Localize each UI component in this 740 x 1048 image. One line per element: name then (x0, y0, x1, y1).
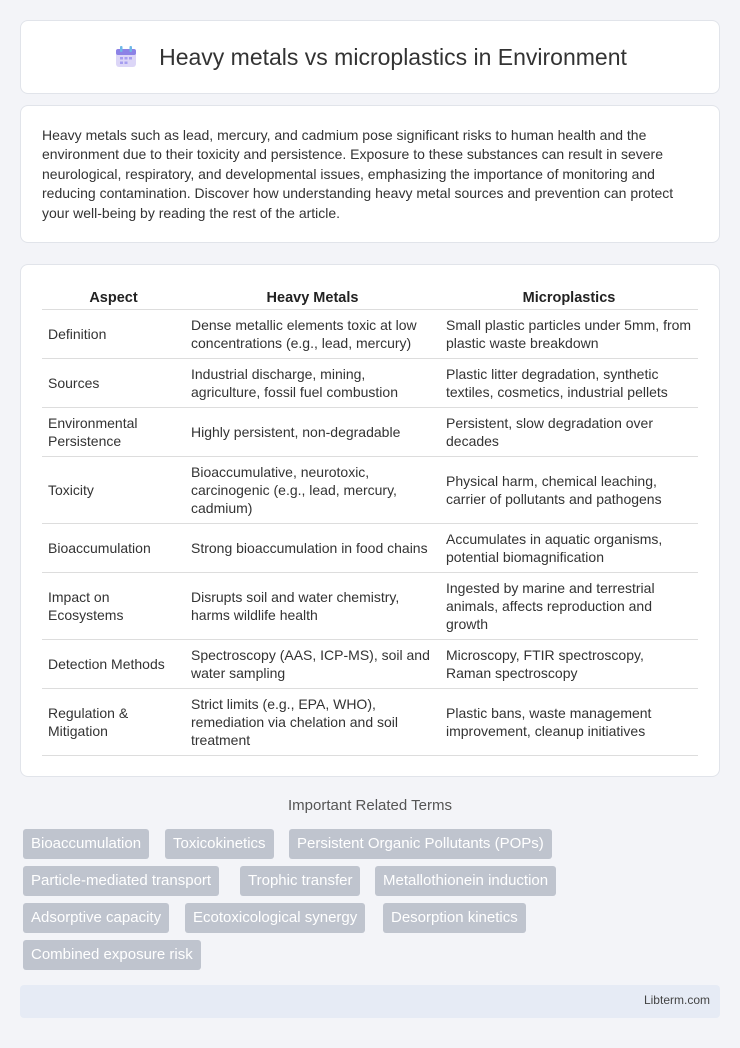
cell-microplastics: Physical harm, chemical leaching, carrier of pollutants and pathogens (440, 456, 698, 523)
related-term-tag[interactable]: Combined exposure risk (23, 940, 201, 970)
related-term-tag[interactable]: Adsorptive capacity (23, 903, 169, 933)
related-term-tag[interactable]: Toxicokinetics (165, 829, 274, 859)
related-term-tag[interactable]: Ecotoxicological synergy (185, 903, 365, 933)
table-header-row (42, 285, 698, 309)
table-row (42, 407, 698, 456)
related-term-tag[interactable]: Desorption kinetics (383, 903, 526, 933)
table-row (42, 456, 698, 523)
related-term-tag[interactable]: Bioaccumulation (23, 829, 149, 859)
title-wrap (113, 44, 627, 71)
cell-heavy-metals: Spectroscopy (AAS, ICP-MS), soil and water sampling (185, 639, 440, 688)
table-row (42, 523, 698, 572)
cell-microplastics: Persistent, slow degradation over decades (440, 407, 698, 456)
comparison-table-card (20, 264, 720, 777)
cell-aspect: Definition (42, 309, 185, 358)
cell-heavy-metals: Dense metallic elements toxic at low concentrations (e.g., lead, mercury) (185, 309, 440, 358)
comparison-table (42, 285, 698, 756)
table-row (42, 688, 698, 755)
cell-heavy-metals: Strict limits (e.g., EPA, WHO), remediation via chelation and soil treatment (185, 688, 440, 755)
related-term-tag[interactable]: Persistent Organic Pollutants (POPs) (289, 829, 552, 859)
cell-microplastics: Microscopy, FTIR spectroscopy, Raman spectroscopy (440, 639, 698, 688)
header-card (20, 20, 720, 94)
cell-aspect: Bioaccumulation (42, 523, 185, 572)
cell-microplastics: Ingested by marine and terrestrial animals, affects reproduction and growth (440, 572, 698, 639)
cell-aspect: Sources (42, 358, 185, 407)
calendar-icon (113, 44, 139, 70)
footer (20, 985, 720, 1018)
column-header-heavy-metals: Heavy Metals (185, 285, 440, 309)
intro-paragraph: Heavy metals such as lead, mercury, and cadmium pose significant risks to human health and the environment due to their toxicity and persistence. Exposure to these substances can result in severe neurological, respiratory, and developmental issues, emphasizing the importance of monitoring and reducing contamination. Discover how understanding heavy metal sources and prevention can protect your well-being by reading the rest of the article. (42, 127, 674, 221)
cell-microplastics: Small plastic particles under 5mm, from plastic waste breakdown (440, 309, 698, 358)
cell-aspect: Regulation & Mitigation (42, 688, 185, 755)
cell-aspect: Detection Methods (42, 639, 185, 688)
cell-aspect: Environmental Persistence (42, 407, 185, 456)
cell-aspect: Toxicity (42, 456, 185, 523)
table-row (42, 309, 698, 358)
cell-heavy-metals: Bioaccumulative, neurotoxic, carcinogenic (e.g., lead, mercury, cadmium) (185, 456, 440, 523)
table-row (42, 572, 698, 639)
cell-microplastics: Plastic bans, waste management improvement, cleanup initiatives (440, 688, 698, 755)
cell-microplastics: Accumulates in aquatic organisms, potential biomagnification (440, 523, 698, 572)
related-terms-title: Important Related Terms (288, 797, 452, 814)
column-header-microplastics: Microplastics (440, 285, 698, 309)
cell-heavy-metals: Highly persistent, non-degradable (185, 407, 440, 456)
cell-microplastics: Plastic litter degradation, synthetic textiles, cosmetics, industrial pellets (440, 358, 698, 407)
table-row (42, 358, 698, 407)
cell-heavy-metals: Industrial discharge, mining, agriculture, fossil fuel combustion (185, 358, 440, 407)
related-term-tag[interactable]: Trophic transfer (240, 866, 360, 896)
page-title: Heavy metals vs microplastics in Environment (159, 43, 627, 70)
cell-heavy-metals: Disrupts soil and water chemistry, harms wildlife health (185, 572, 440, 639)
cell-heavy-metals: Strong bioaccumulation in food chains (185, 523, 440, 572)
table-row (42, 639, 698, 688)
related-term-tag[interactable]: Particle-mediated transport (23, 866, 219, 896)
related-term-tag[interactable]: Metallothionein induction (375, 866, 556, 896)
footer-site-link[interactable]: Libterm.com (643, 993, 710, 1007)
intro-card (20, 105, 720, 243)
cell-aspect: Impact on Ecosystems (42, 572, 185, 639)
column-header-aspect: Aspect (42, 285, 185, 309)
